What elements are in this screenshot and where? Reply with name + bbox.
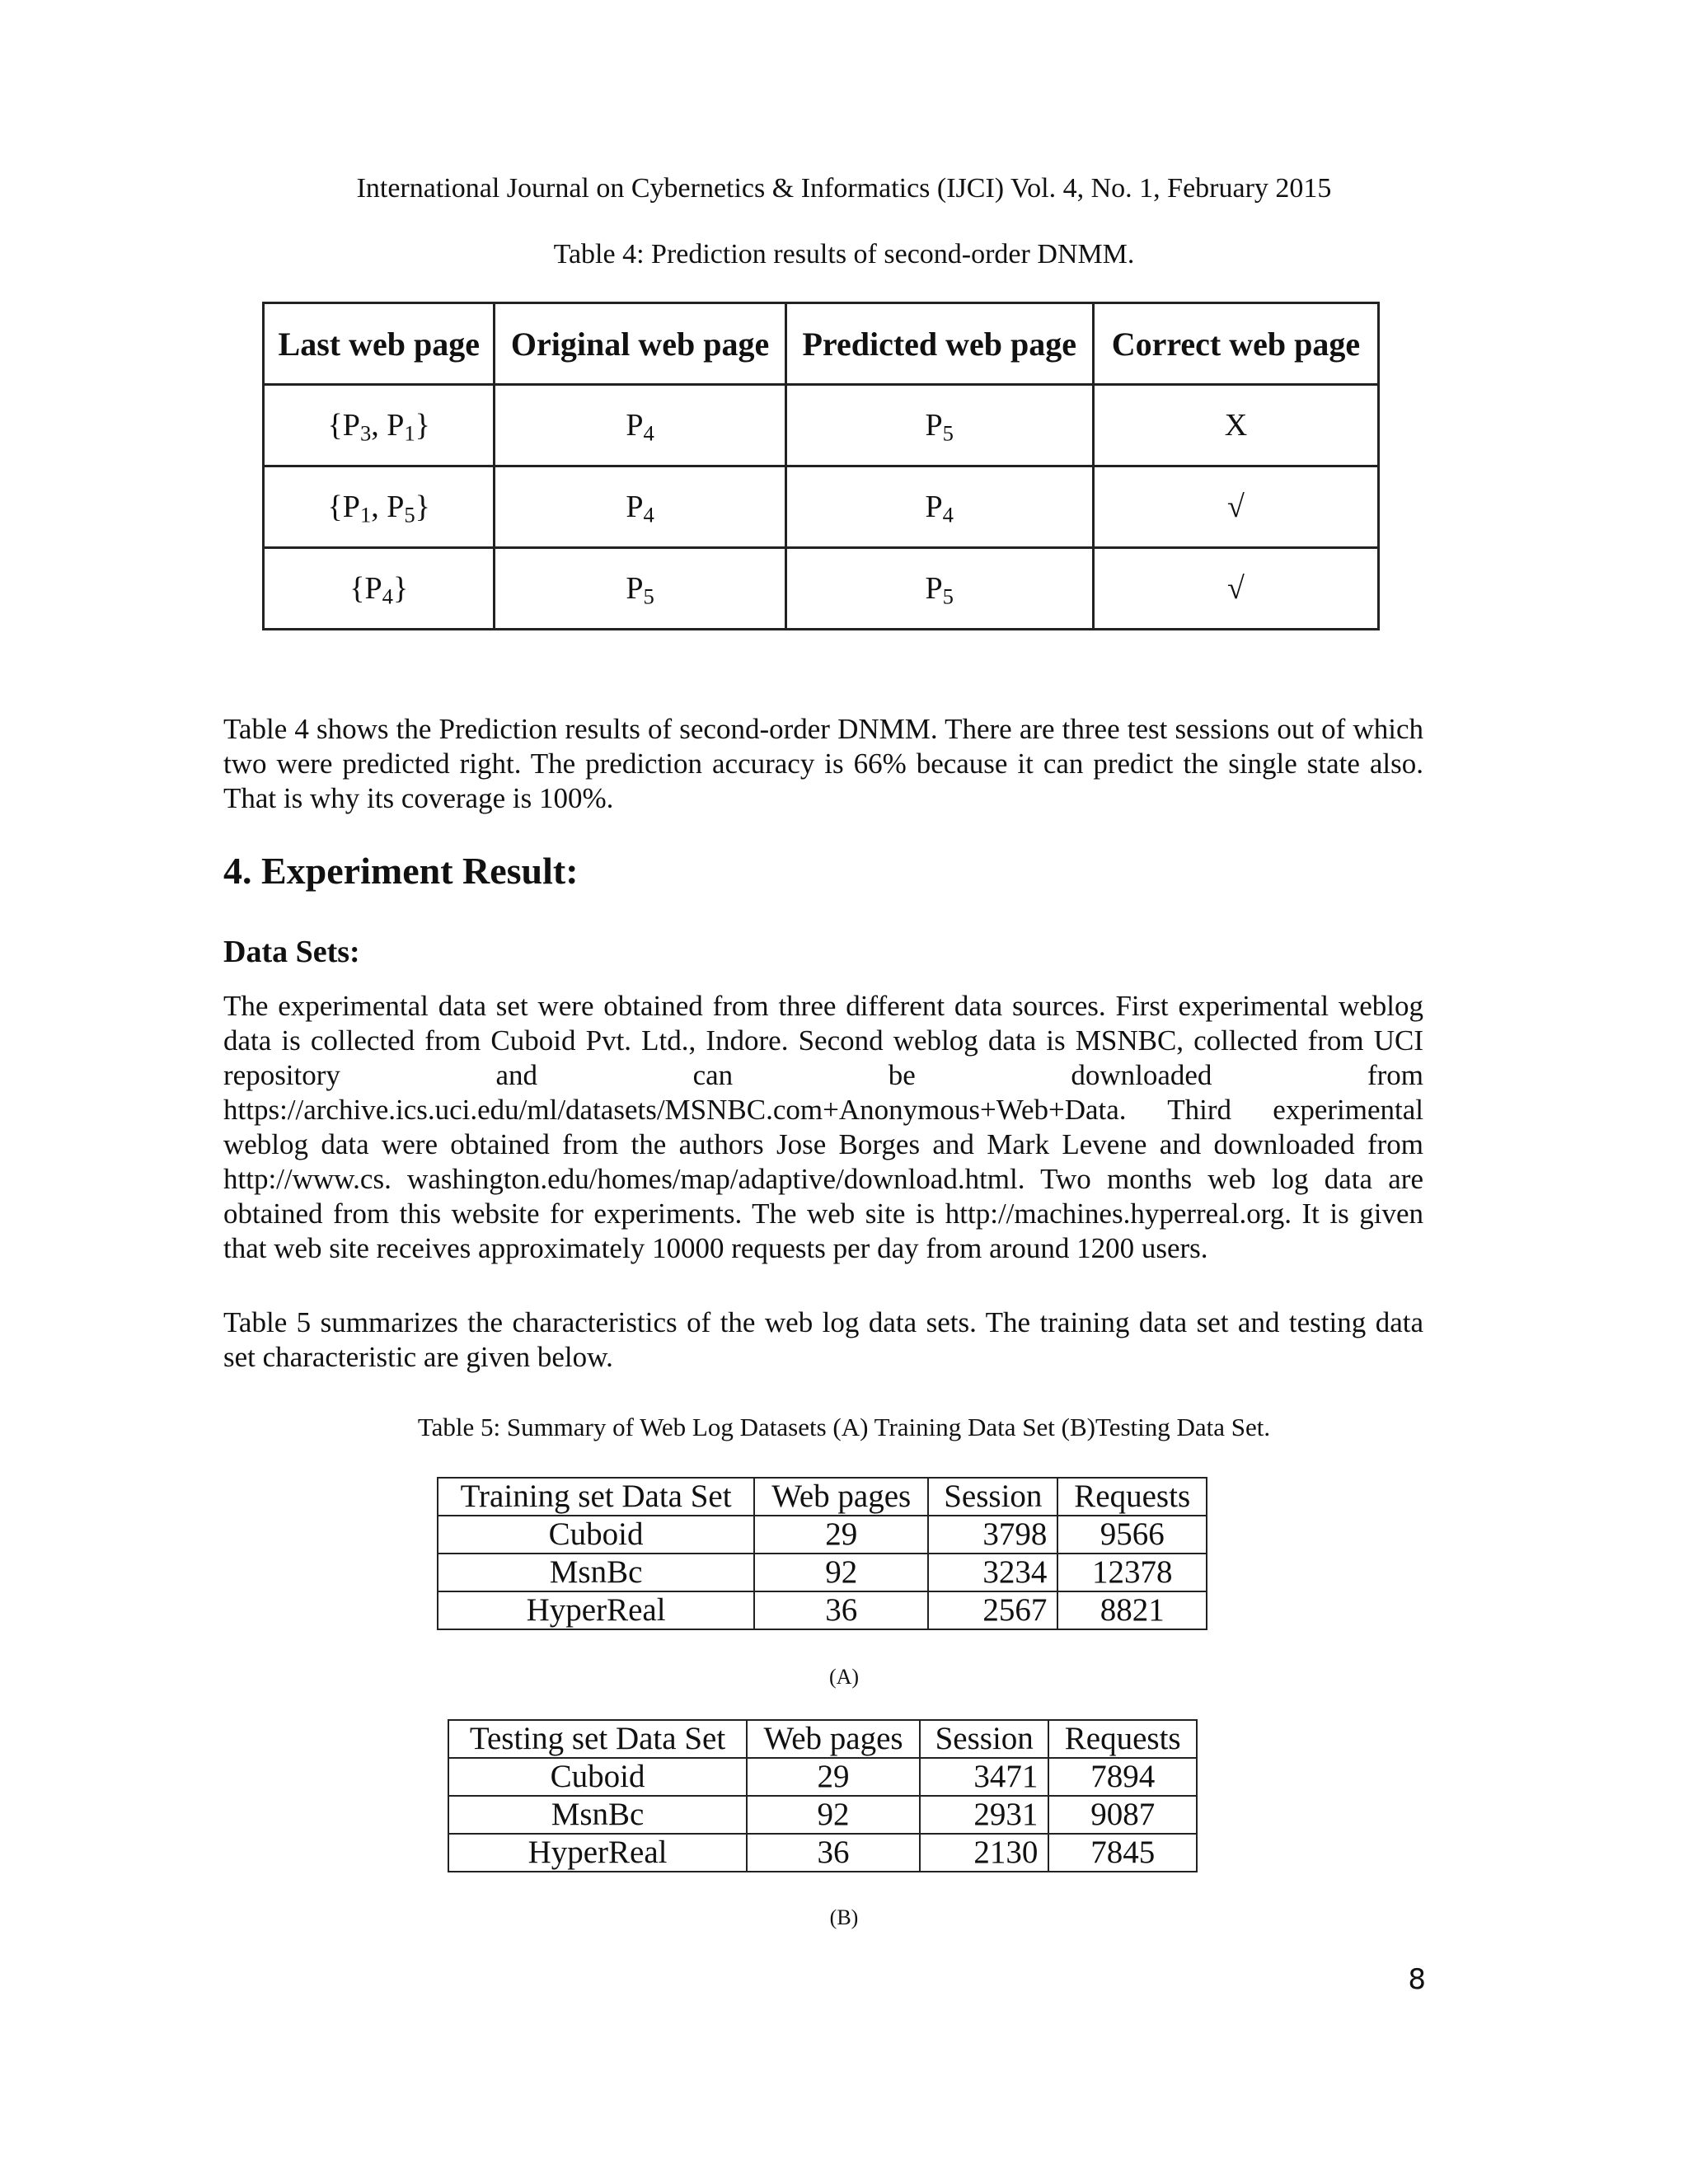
table4-cell-original: $P_4$: [495, 385, 785, 466]
table4-cell-last: {$P_1$, $P_5$}: [264, 466, 495, 548]
table4-cell-predicted: $P_5$: [785, 548, 1093, 630]
table4-header-cell: Last web page: [264, 303, 495, 385]
section-heading: 4. Experiment Result:: [223, 850, 579, 892]
web-pages-value: 29: [754, 1516, 928, 1554]
table4-cell-original: $P_4$: [495, 466, 785, 548]
paragraph-text: Table 4 shows the Prediction results of second-order DNMM. There are three test sessions out of which two were predicted right. The prediction accuracy is 66% because it can predict the single state also. That is why its coverage is 100%.: [223, 713, 1423, 814]
table4-header-row: [264, 303, 1379, 385]
table-row: [448, 1758, 1197, 1796]
requests-value: 7845: [1048, 1834, 1197, 1872]
session-value: 2931: [920, 1796, 1048, 1834]
table-row: [438, 1591, 1207, 1629]
table5b-header-cell: Web pages: [747, 1720, 920, 1758]
requests-value: 9087: [1048, 1796, 1197, 1834]
table5a-header-cell: Session: [928, 1478, 1057, 1516]
table-row: [448, 1796, 1197, 1834]
table5a-header-cell: Requests: [1057, 1478, 1207, 1516]
table5-caption: Table 5: Summary of Web Log Datasets (A) Training Data Set (B)Testing Data Set.: [417, 1413, 1271, 1441]
paragraph-table5-intro: [223, 1305, 1423, 1375]
page-number: 8: [1408, 1963, 1426, 1996]
table4-cell-last: {$P_3$, $P_1$}: [264, 385, 495, 466]
table5a-label: (A): [828, 1665, 860, 1689]
subsection-heading: Data Sets:: [223, 935, 360, 969]
running-head: International Journal on Cybernetics & Informatics (IJCI) Vol. 4, No. 1, February 2015: [356, 173, 1332, 204]
web-pages-value: 36: [747, 1834, 920, 1872]
requests-value: 12378: [1057, 1554, 1207, 1591]
table4-header-cell: Correct web page: [1093, 303, 1378, 385]
dataset-url[interactable]: https://archive.ics.uci.edu/ml/datasets/MSNBC.com+Anonymous+Web+Data.: [223, 1094, 1127, 1126]
dataset-name: Cuboid: [448, 1758, 747, 1796]
table4-cell-correct: √: [1093, 466, 1378, 548]
table5b-label: (B): [829, 1905, 859, 1929]
table4-cell-original: $P_5$: [495, 548, 785, 630]
table4-cell-correct: X: [1093, 385, 1378, 466]
session-value: 3471: [920, 1758, 1048, 1796]
web-pages-value: 29: [747, 1758, 920, 1796]
paragraph-table4-summary: [223, 712, 1423, 816]
table-row: [438, 1554, 1207, 1591]
dataset-name: MsnBc: [438, 1554, 754, 1591]
table4: [262, 302, 1380, 630]
table5b-header-cell: Requests: [1048, 1720, 1197, 1758]
table5b-header-row: [448, 1720, 1197, 1758]
table-row: [264, 385, 1379, 466]
web-pages-value: 92: [754, 1554, 928, 1591]
requests-value: 8821: [1057, 1591, 1207, 1629]
table-row: [448, 1834, 1197, 1872]
table5a-header-cell: Web pages: [754, 1478, 928, 1516]
session-value: 2130: [920, 1834, 1048, 1872]
table5-training: [437, 1477, 1207, 1630]
paragraph-text: Table 5 summarizes the characteristics of the web log data sets. The training data set and testing data set characteristic are given below.: [223, 1306, 1423, 1373]
requests-value: 7894: [1048, 1758, 1197, 1796]
web-pages-value: 36: [754, 1591, 928, 1629]
table4-header-cell: Original web page: [495, 303, 785, 385]
table4-cell-predicted: $P_5$: [785, 385, 1093, 466]
dataset-name: MsnBc: [448, 1796, 747, 1834]
table5b-header-cell: Testing set Data Set: [448, 1720, 747, 1758]
table-row: [438, 1516, 1207, 1554]
table-row: [264, 466, 1379, 548]
web-pages-value: 92: [747, 1796, 920, 1834]
session-value: 3234: [928, 1554, 1057, 1591]
dataset-name: HyperReal: [438, 1591, 754, 1629]
session-value: 2567: [928, 1591, 1057, 1629]
table5-testing: [448, 1719, 1198, 1872]
dataset-name: Cuboid: [438, 1516, 754, 1554]
table4-cell-last: $\{P_4\}$: [264, 548, 495, 630]
table5a-header-row: [438, 1478, 1207, 1516]
paragraph-continuation: Third experimental weblog data were obtained from the authors Jose Borges and Mark Levene and downloaded from http://www.cs. washington.edu/homes/map/adaptive/download.html. Two months web log data are obtained from this website for experiments. The web site is http://machines.hyperreal.org. It is given that web site receives approximately 10000 requests per day from around 1200 users.: [223, 1094, 1423, 1264]
table5b-header-cell: Session: [920, 1720, 1048, 1758]
table4-cell-predicted: $P_4$: [785, 466, 1093, 548]
dataset-name: HyperReal: [448, 1834, 747, 1872]
table4-cell-correct: √: [1093, 548, 1378, 630]
table5a-header-cell: Training set Data Set: [438, 1478, 754, 1516]
paragraph-text: The experimental data set were obtained from three different data sources. First experimental weblog data is collected from Cuboid Pvt. Ltd., Indore. Second weblog data is MSNBC, collected from UCI repository and can be downloaded from: [223, 990, 1423, 1091]
requests-value: 9566: [1057, 1516, 1207, 1554]
table4-caption: Table 4: Prediction results of second-order DNMM.: [553, 239, 1135, 269]
paragraph-data-sets: [223, 989, 1423, 1266]
paragraph-text: [223, 1093, 1423, 1266]
table4-header-cell: Predicted web page: [785, 303, 1093, 385]
table-row: [264, 548, 1379, 630]
session-value: 3798: [928, 1516, 1057, 1554]
